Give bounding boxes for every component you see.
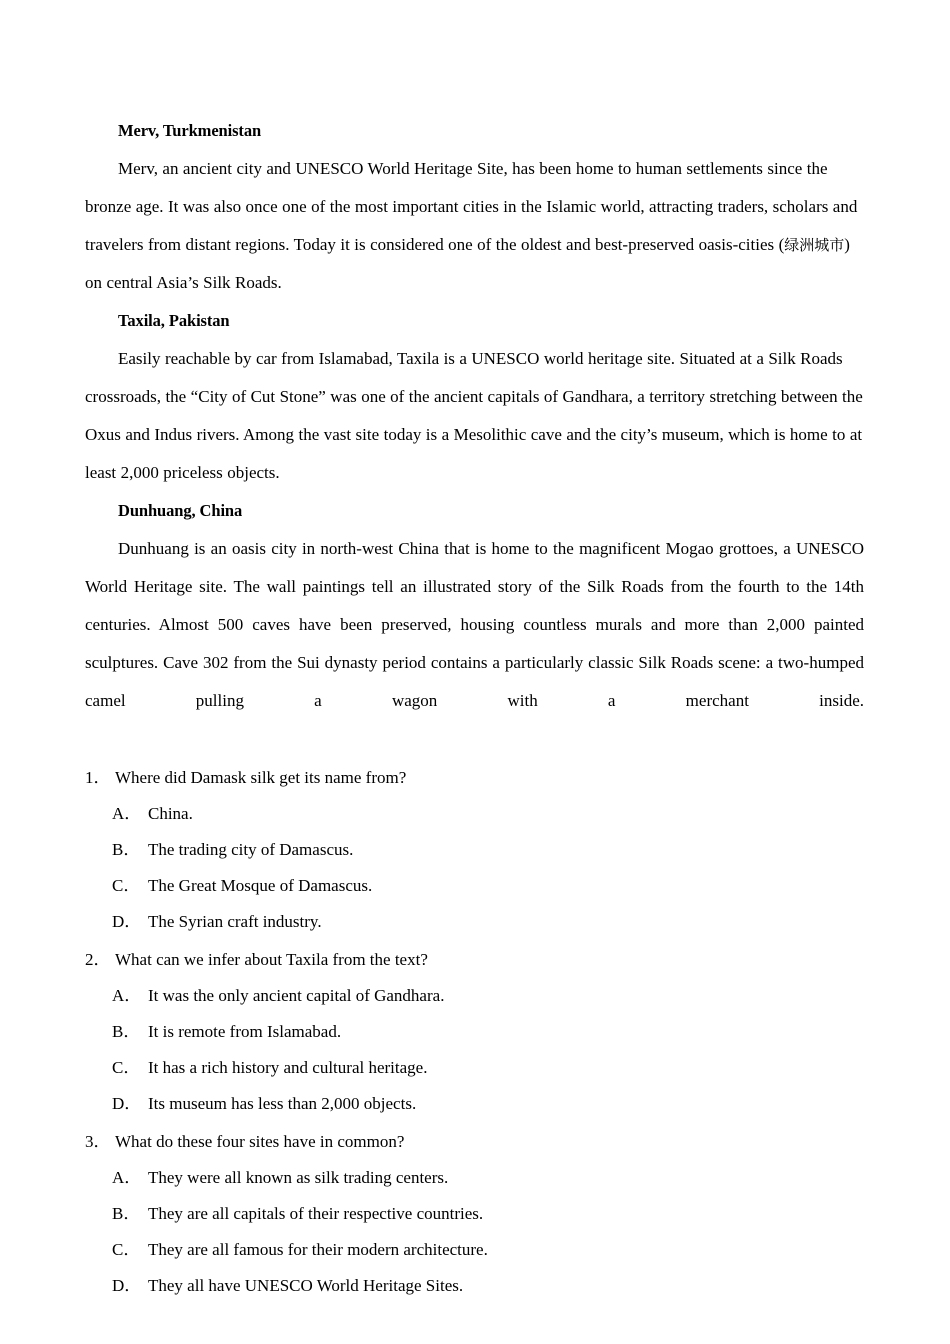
question-2-option-b-text: It is remote from Islamabad. [148,1022,342,1041]
question-1-option-c-text: The Great Mosque of Damascus. [148,876,373,895]
question-2-text: What can we infer about Taxila from the text? [115,950,428,969]
question-2-option-c[interactable] [85,1050,865,1086]
question-2-option-c-letter: C． [112,1058,141,1077]
question-3-option-d-text: They all have UNESCO World Heritage Sites. [148,1276,464,1295]
question-1-option-a[interactable] [85,796,865,832]
question-2-option-a[interactable] [85,978,865,1014]
question-2-option-d-text: Its museum has less than 2,000 objects. [148,1094,417,1113]
question-3-text: What do these four sites have in common? [115,1132,405,1151]
question-2-stem [85,942,865,978]
question-1-option-b-text: The trading city of Damascus. [148,840,354,859]
question-2-option-d[interactable] [85,1086,865,1122]
question-1-option-b[interactable] [85,832,865,868]
question-list [85,760,865,1304]
question-2 [85,942,865,1122]
paragraph-dunhuang: Dunhuang is an oasis city in north-west China that is home to the magnificent Mogao grottoes, a UNESCO World Heritage site. The wall paintings tell an illustrated story of the Silk Roads from the fourth to the 14th centuries. Almost 500 caves have been preserved, housing countless murals and more than 2,000 painted sculptures. Cave 302 from the Sui dynasty period contains a particularly classic Silk Roads scene: a two-humped camel pulling a wagon with a merchant inside. [85,539,864,710]
section-heading-merv: Merv, Turkmenistan [118,121,262,140]
section-dunhuang [85,492,865,758]
question-1 [85,760,865,940]
question-3-option-c-letter: C． [112,1240,141,1259]
paragraph-merv-part1: Merv, an ancient city and UNESCO World Heritage Site, has been home to human settlements since the bronze age. It was also once one of the most important cities in the Islamic world, attracting traders, scholars and travelers from distant regions. Today it is considered one of the oldest and best-preserved oasis-cities ( [85,159,858,254]
question-2-option-b-letter: B． [112,1022,141,1041]
question-1-option-c-letter: C． [112,876,141,895]
section-merv [85,112,865,302]
paragraph-taxila: Easily reachable by car from Islamabad, Taxila is a UNESCO world heritage site. Situated at a Silk Roads crossroads, the “City of Cut Stone” was one of the ancient capitals of Gandhara, a territory stretching between the Oxus and Indus rivers. Among the vast site today is a Mesolithic cave and the city’s museum, which is home to at least 2,000 priceless objects. [85,349,863,482]
question-1-option-d-letter: D． [112,912,142,931]
question-1-stem [85,760,865,796]
question-3-option-a-text: They were all known as silk trading centers. [148,1168,449,1187]
question-1-option-a-letter: A． [112,804,142,823]
paragraph-merv [85,150,865,302]
question-1-number: 1． [85,768,111,787]
section-heading-dunhuang: Dunhuang, China [118,501,243,520]
question-3-option-c[interactable] [85,1232,865,1268]
question-3-option-a[interactable] [85,1160,865,1196]
section-taxila [85,302,865,492]
question-2-option-a-letter: A． [112,986,142,1005]
question-1-text: Where did Damask silk get its name from? [115,768,407,787]
question-3-option-b[interactable] [85,1196,865,1232]
question-3-option-b-text: They are all capitals of their respective countries. [148,1204,484,1223]
section-heading-taxila: Taxila, Pakistan [118,311,230,330]
question-3-option-c-text: They are all famous for their modern architecture. [148,1240,488,1259]
question-1-option-d[interactable] [85,904,865,940]
question-3-stem [85,1124,865,1160]
question-2-option-b[interactable] [85,1014,865,1050]
question-3-number: 3． [85,1132,111,1151]
question-1-option-b-letter: B． [112,840,141,859]
question-1-option-a-text: China. [148,804,193,823]
question-3-option-d[interactable] [85,1268,865,1304]
question-3 [85,1124,865,1304]
question-3-option-a-letter: A． [112,1168,142,1187]
question-2-option-c-text: It has a rich history and cultural heritage. [148,1058,428,1077]
question-3-option-d-letter: D． [112,1276,142,1295]
paragraph-merv-part2: ) on central Asia’s Silk Roads. [85,235,850,292]
document-content [85,112,865,1304]
question-1-option-c[interactable] [85,868,865,904]
question-2-option-d-letter: D． [112,1094,142,1113]
question-3-option-b-letter: B． [112,1204,141,1223]
question-2-option-a-text: It was the only ancient capital of Gandhara. [148,986,445,1005]
paragraph-merv-chinese-gloss: 绿洲城市 [784,236,845,254]
question-1-option-d-text: The Syrian craft industry. [148,912,322,931]
question-2-number: 2． [85,950,111,969]
